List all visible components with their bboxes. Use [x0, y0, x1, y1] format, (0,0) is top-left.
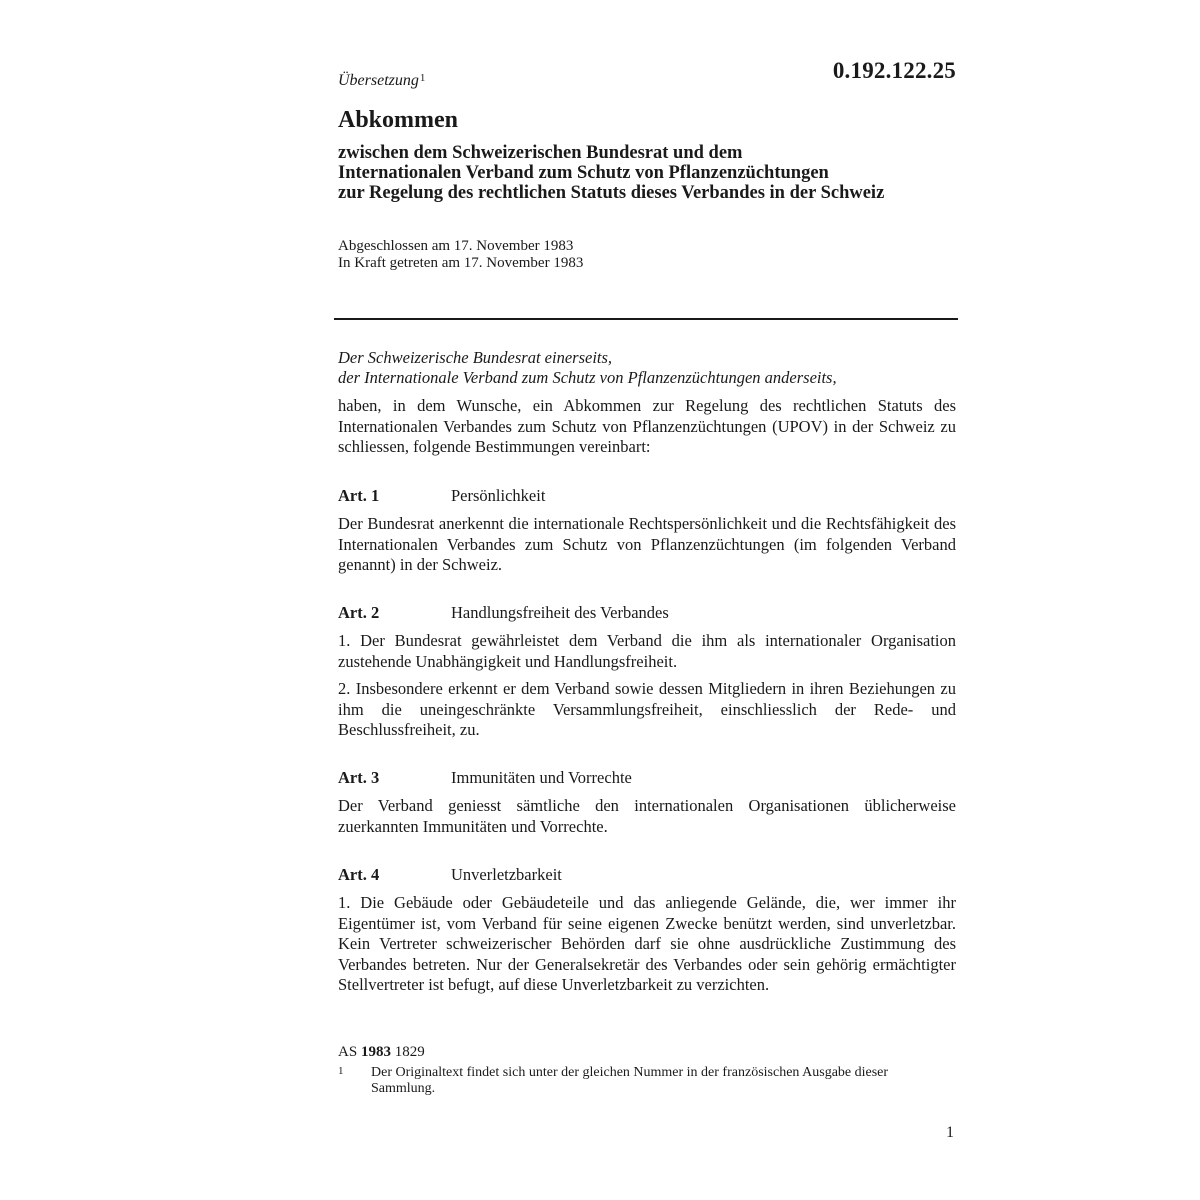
as-year: 1983 — [360, 1044, 391, 1060]
preamble-parties — [338, 348, 837, 388]
party-line: Der Schweizerische Bundesrat einerseits, — [338, 348, 613, 367]
footnote-text: Der Originaltext findet sich unter der gleichen Nummer in der französischen Ausgabe dieser Sammlung. — [371, 1065, 889, 1096]
article-paragraph: 1. Die Gebäude oder Gebäudeteile und das anliegende Gelände, die, wer immer ihr Eigentümer ist, vom Verband für seine eigenen Zwecke benützt werden, sind unverletzbar. Kein Vertreter schweizerischer Behörden darf sie ohne ausdrückliche Zustimmung des Verbandes betreten. Nur der Generalsekretär des Verbandes oder sein gehörig ermächtigter Stellvertreter ist befugt, auf diese Unverletzbarkeit zu verzichten. — [338, 893, 956, 994]
article-paragraph: 2. Insbesondere erkennt er dem Verband sowie dessen Mitgliedern in ihren Beziehungen zu ihm die uneingeschränkte Versammlungsfreiheit, einschliesslich der Rede- und Beschlussfreiheit, zu. — [338, 679, 956, 739]
article-paragraph: 1. Der Bundesrat gewährleistet dem Verband die ihm als internationaler Organisation zustehende Unabhängigkeit und Handlungsfreiheit. — [338, 631, 956, 671]
document-subtitle — [338, 143, 978, 203]
subtitle-line: zwischen dem Schweizerischen Bundesrat und dem — [338, 143, 743, 163]
subtitle-line: Internationalen Verband zum Schutz von Pflanzenzüchtungen — [338, 163, 829, 183]
article-number: Art. 1 — [338, 486, 380, 505]
party-line: der Internationale Verband zum Schutz von Pflanzenzüchtungen anderseits, — [338, 368, 837, 387]
article-heading — [338, 865, 956, 885]
horizontal-rule — [334, 318, 958, 320]
article-title: Immunitäten und Vorrechte — [451, 768, 632, 787]
document-number: 0.192.122.25 — [832, 58, 956, 83]
article-title: Unverletzbarkeit — [451, 865, 562, 884]
article-number: Art. 2 — [338, 603, 380, 622]
article-number: Art. 4 — [338, 865, 380, 884]
as-prefix: AS — [338, 1044, 358, 1060]
in-force-date: In Kraft getreten am 17. November 1983 — [338, 255, 584, 271]
concluded-date: Abgeschlossen am 17. November 1983 — [338, 238, 574, 254]
as-page: 1829 — [394, 1044, 425, 1060]
footnote-reference: 1 — [419, 72, 426, 84]
article-title: Handlungsfreiheit des Verbandes — [451, 603, 669, 622]
footnote-mark: 1 — [338, 1065, 344, 1077]
article-heading — [338, 768, 956, 788]
footnote-area — [338, 1044, 956, 1097]
translation-note — [338, 72, 425, 90]
translation-label: Übersetzung — [338, 72, 419, 89]
article-heading — [338, 603, 956, 623]
document-page — [338, 0, 958, 1200]
article-number: Art. 3 — [338, 768, 380, 787]
article-paragraph: Der Verband geniesst sämtliche den internationalen Organisationen üblicherweise zuerkannten Immunitäten und Vorrechte. — [338, 796, 956, 836]
page-number: 1 — [946, 1124, 954, 1141]
official-collection-reference — [338, 1044, 956, 1061]
article-paragraph: Der Bundesrat anerkennt die internationale Rechtspersönlichkeit und die Rechtsfähigkeit des Internationalen Verbandes zum Schutz von Pflanzenzüchtungen (im folgenden Verband genannt) in der Schweiz. — [338, 514, 956, 574]
footnote — [338, 1065, 956, 1097]
document-title: Abkommen — [338, 107, 459, 133]
subtitle-line: zur Regelung des rechtlichen Statuts dieses Verbandes in der Schweiz — [338, 183, 885, 203]
article-title: Persönlichkeit — [451, 486, 546, 505]
preamble-text: haben, in dem Wunsche, ein Abkommen zur Regelung des rechtlichen Statuts des Internationalen Verbandes zum Schutz von Pflanzenzüchtungen (UPOV) in der Schweiz zu schliessen, folgende Bestimmungen vereinbart: — [338, 396, 956, 456]
dates-block — [338, 238, 583, 272]
article-heading — [338, 486, 956, 506]
